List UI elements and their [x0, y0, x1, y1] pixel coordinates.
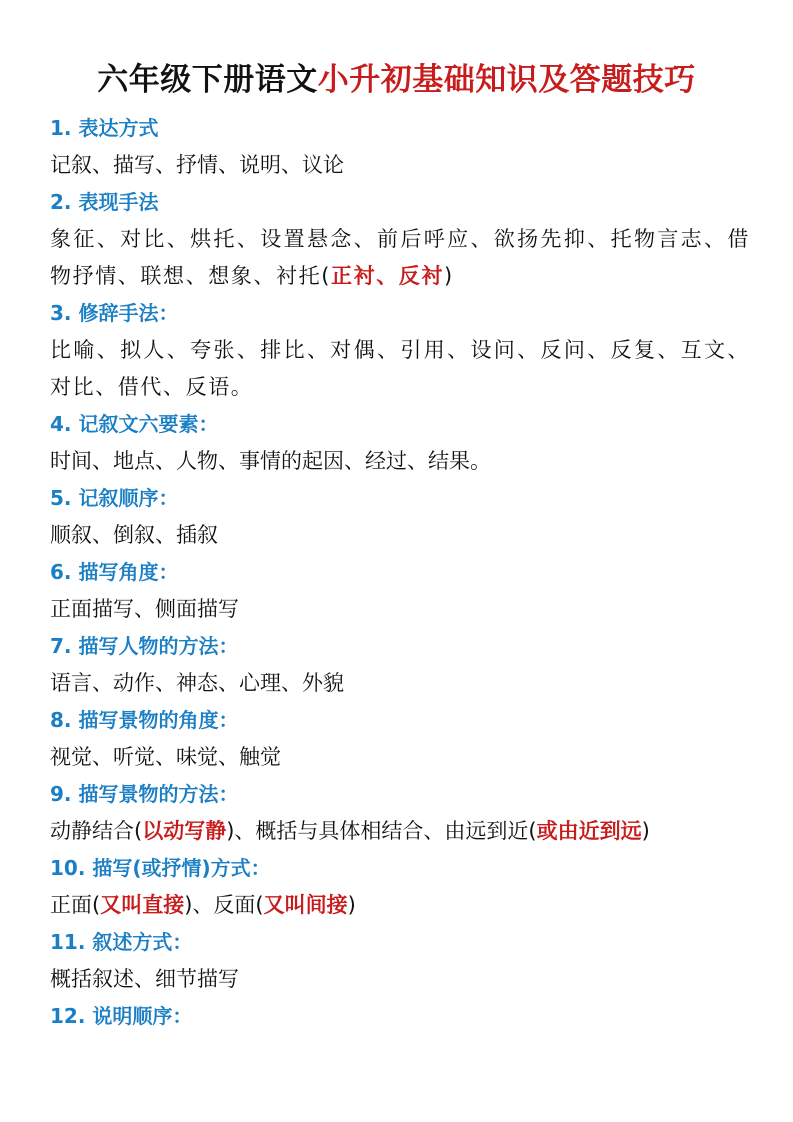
section-heading-scenery-method: 9. 描写景物的方法： [50, 782, 239, 806]
scenery-method-text-3: ) [641, 819, 650, 843]
scenery-method-text-2: )、概括与具体相结合、由远到近( [226, 819, 537, 843]
section-body-narrative-order: 顺叙、倒叙、插叙 [50, 523, 218, 547]
scenery-method-text-1: 动静结合( [50, 819, 143, 843]
description-mode-text-3: ) [347, 893, 356, 917]
section-heading-expression: 1. 表达方式 [50, 116, 159, 140]
section-heading-exposition-order: 12. 说明顺序： [50, 1004, 193, 1028]
techniques-text: 象征、对比、烘托、设置悬念、前后呼应、欲扬先抑、托物言志、借物抒情、联想、想象、衬托( [50, 227, 750, 288]
scenery-method-highlight-2: 或由近到远 [536, 819, 642, 843]
section-heading-narrative-order: 5. 记叙顺序： [50, 486, 179, 510]
section-body-techniques [50, 221, 750, 295]
section-body-rhetoric: 比喻、拟人、夸张、排比、对偶、引用、设问、反问、反复、互文、对比、借代、反语。 [50, 338, 750, 399]
section-heading-description-angle: 6. 描写角度： [50, 560, 179, 584]
section-body-scenery-method [50, 813, 750, 850]
section-body-narrative-elements: 时间、地点、人物、事情的起因、经过、结果。 [50, 449, 491, 473]
section-body-scenery-angle: 视觉、听觉、味觉、触觉 [50, 745, 281, 769]
section-body-description-angle: 正面描写、侧面描写 [50, 597, 239, 621]
scenery-method-highlight-1: 以动写静 [142, 819, 227, 843]
section-heading-description-mode: 10. 描写(或抒情)方式： [50, 856, 271, 880]
section-body-expression: 记叙、描写、抒情、说明、议论 [50, 153, 344, 177]
techniques-close: ) [444, 264, 454, 288]
section-heading-character-description: 7. 描写人物的方法： [50, 634, 239, 658]
section-heading-techniques: 2. 表现手法 [50, 190, 159, 214]
page-title [0, 58, 793, 102]
section-heading-narration-mode: 11. 叙述方式： [50, 930, 193, 954]
title-red-part: 小升初基础知识及答题技巧 [317, 62, 696, 98]
section-body-description-mode [50, 887, 750, 924]
description-mode-highlight-1: 又叫直接 [100, 893, 185, 917]
section-heading-scenery-angle: 8. 描写景物的角度： [50, 708, 239, 732]
description-mode-text-2: )、反面( [184, 893, 264, 917]
description-mode-highlight-2: 又叫间接 [263, 893, 348, 917]
description-mode-text-1: 正面( [50, 893, 101, 917]
section-body-character-description: 语言、动作、神态、心理、外貌 [50, 671, 344, 695]
section-heading-rhetoric: 3. 修辞手法： [50, 301, 179, 325]
section-heading-narrative-elements: 4. 记叙文六要素： [50, 412, 219, 436]
title-black-part: 六年级下册语文 [97, 62, 318, 98]
content [50, 110, 750, 1035]
techniques-highlight: 正衬、反衬 [331, 264, 444, 288]
section-body-narration-mode: 概括叙述、细节描写 [50, 967, 239, 991]
